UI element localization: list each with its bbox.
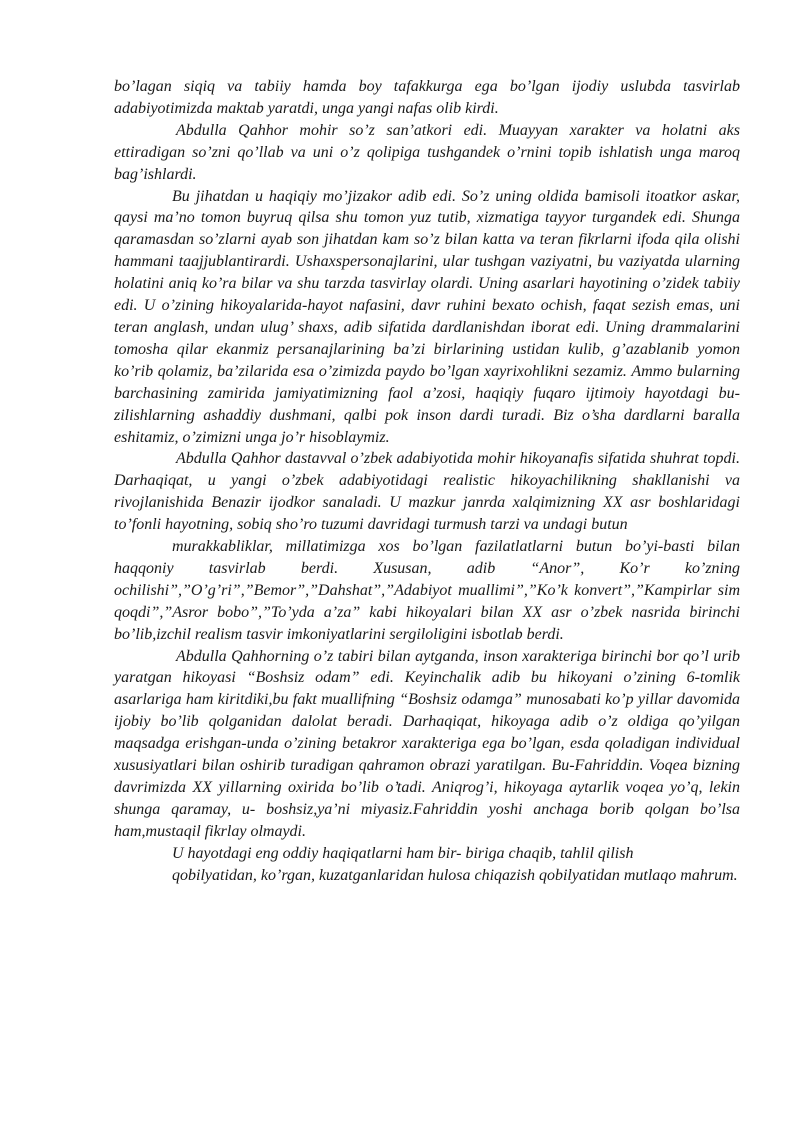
- paragraph-1: bo’lagan siqiq va tabiiy hamda boy tafakkurga ega bo’lgan ijodiy uslubda tasvirlab adabiyotimizda maktab yaratdi, unga yangi nafas olib kirdi.: [114, 78, 740, 117]
- paragraph-7: U hayotdagi eng oddiy haqiqatlarni ham bir- biriga chaqib, tahlil qilish: [172, 844, 634, 862]
- paragraph-2: Abdulla Qahhor mohir so’z san’atkori edi. Muayyan xarakter va holatni aks ettiradigan so’zni qo’llab va uni o’z qolipiga tushgandek o’rnini topib ishlatish unga maroq bag’ishlardi.: [114, 121, 740, 183]
- document-page: [114, 76, 740, 887]
- paragraph-4: Abdulla Qahhor dastavval o’zbek adabiyotida mohir hikoyanafis sifatida shuhrat topdi. Darhaqiqat, u yangi o’zbek adabiyotidagi realistic hikoyachilikning shakllanishi va rivojlanishida Benazir ijodkor sanaladi. U mazkur janrda xalqimizning XX asr boshlaridagi to’fonli hayotning, sobiq sho’ro tuzumi davridagi turmush tarzi va undagi butun: [114, 450, 740, 534]
- paragraph-3: Bu jihatdan u haqiqiy mo’jizakor adib edi. So’z uning oldida bamisoli itoatkor askar, qaysi ma’no tomon buyruq qilsa shu tomon yuz tutib, xizmatiga tayyor turgandek edi. Shunga qaramasdan so’zlarni ayab son jihatdan kam so’z bilan katta va teran fikrlarni ifoda qila olishi hammani taajjublantirardi. Ushaxspersonajlarini, ular tushgan vaziyatni, bu vaziyatda ularning holatini aniq ko’ra bilar va shu tarzda tasvirlay olardi. Uning asarlari hayotining o’zidek tabiiy edi. U o’zining hikoyalarida-hayot nafasini, davr ruhini bexato ochish, faqat sezish emas, uni teran anglash, undan ulug’ shaxs, adib sifatida dardlanishdan iborat edi. Uning drammalarini tomosha qilar ekanmiz persanajlarining ba’zi birlarining ustidan kulib, g’azablanib yomon ko’rib qolamiz, ba’zilarida esa o’zimizda paydo bo’lgan xayrixohlikni sezamiz. Ammo bularning barchasining zamirida jamiyatimizning faol a’zosi, haqiqiy fuqaro ijtimoiy hayotdagi buzilishlarning ashaddiy dushmani, qalbi pok inson dardi turadi. Biz o’sha dardlarni baralla eshitamiz, o’zimizni unga jo’r hisoblaymiz.: [114, 187, 740, 446]
- paragraph-6: Abdulla Qahhorning o’z tabiri bilan aytganda, inson xarakteriga birinchi bor qo’l urib yaratgan hikoyasi “Boshsiz odam” edi. Keyinchalik adib bu hikoyani o’zining 6-tomlik asarlariga ham kiritdiki,bu fakt muallifning “Boshsiz odamga” munosabati ko’p yillar davomida ijobiy bo’lib qolganidan dalolat beradi. Darhaqiqat, hikoyaga adib o’z oldiga qo’yilgan maqsadga erishgan-unda o’zining betakror xarakteriga ega bo’lgan, esda qoladigan individual xususiyatlari bilan oshirib turadigan qahramon obrazi yaratilgan. Bu-Fahriddin. Voqea bizning davrimizda XX yillarning oxirida bo’lib o’tadi. Aniqrog’i, hikoyaga aytarlik voqea yo’q, lekin shunga qaramay, u- boshsiz,ya’ni miyasiz.Fahriddin yoshi anchaga borib qolgan bo’lsa ham,mustaqil fikrlay olmaydi.: [114, 647, 740, 840]
- paragraph-8: qobilyatidan, ko’rgan, kuzatganlaridan hulosa chiqazish qobilyatidan mutlaqo mahrum.: [172, 866, 738, 884]
- paragraph-5: murakkabliklar, millatimizga xos bo’lgan fazilatlatlarni butun bo’yi-basti bilan haqqoniy tasvirlab berdi. Xususan, adib “Anor”, Ko’r ko’zning ochilishi”,”O’g’ri”,”Bemor”,”Dahshat”,”Adabiyot muallimi”,”Ko’k konvert”,”Kampirlar sim qoqdi”,”Asror bobo”,”To’yda a’za” kabi hikoyalari bilan XX asr o’zbek nasrida birinchi bo’lib,izchil realism tasvir imkoniyatlarini sergiloligini isbotlab berdi.: [114, 538, 740, 643]
